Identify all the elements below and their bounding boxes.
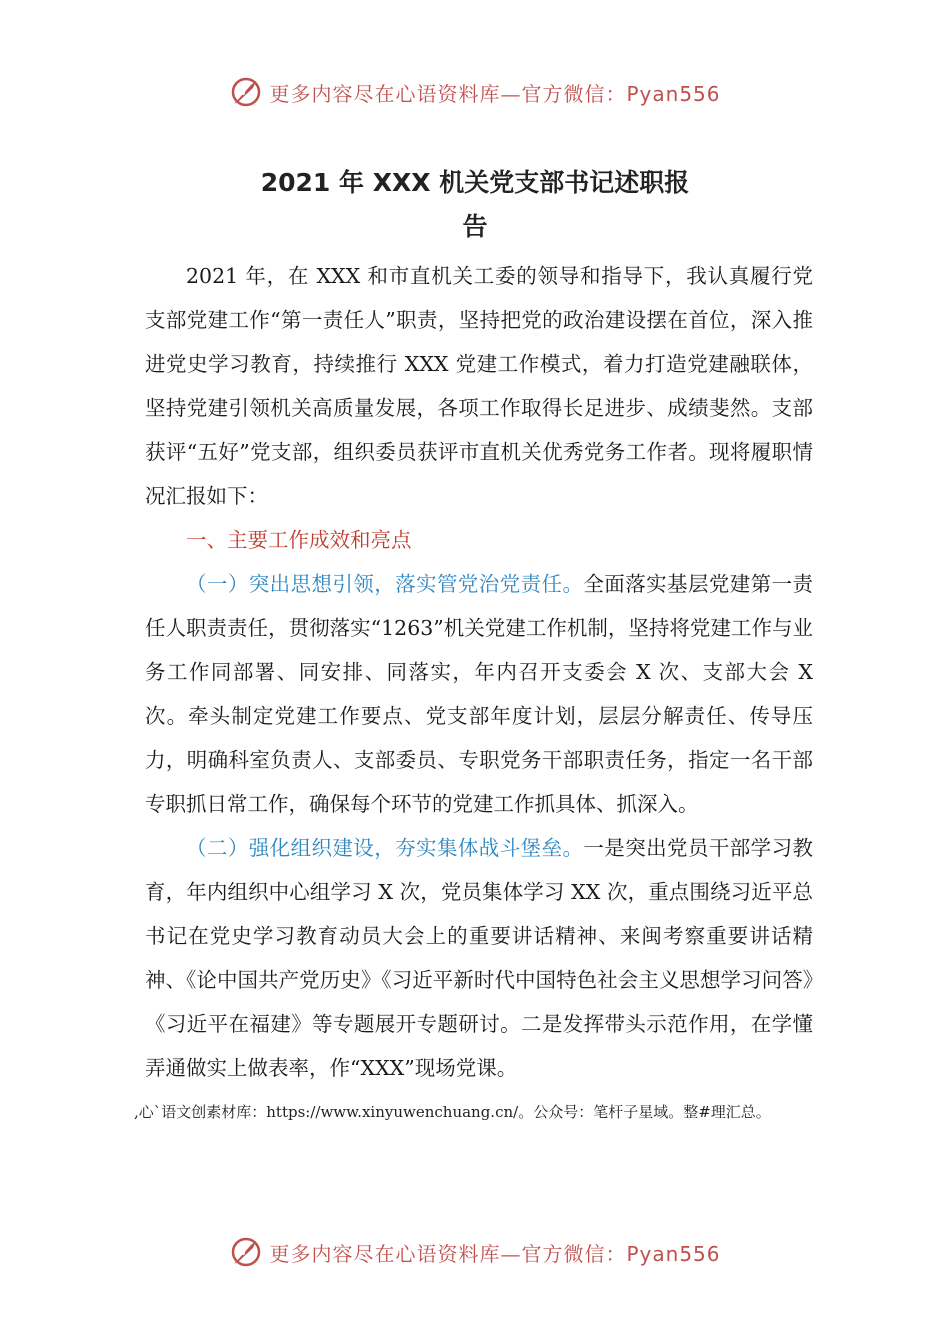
- banner-text: [269, 78, 720, 107]
- document-title-line-2: 告: [462, 212, 488, 241]
- banner-wechat-id: Pyan556: [626, 1241, 721, 1266]
- item-1-paragraph: [145, 562, 813, 826]
- footer-banner: [0, 1232, 950, 1272]
- banner-wechat-id: Pyan556: [626, 81, 721, 106]
- banner-label: 更多内容尽在心语资料库—官方微信：: [269, 1241, 627, 1266]
- intro-paragraph: 2021 年，在 XXX 和市直机关工委的领导和指导下，我认真履行党支部党建工作“第一责任人”职责，坚持把党的政治建设摆在首位，深入推进党史学习教育，持续推行 XXX 党建工作模式，着力打造党建融联体，坚持党建引领机关高质量发展，各项工作取得长足进步、成绩斐然。支部获评“五好”党支部，组织委员获评市直机关优秀党务工作者。现将履职情况汇报如下：: [145, 264, 813, 508]
- item-1-heading: （一）突出思想引领，落实管党治党责任。: [186, 572, 584, 596]
- document-body: [145, 254, 813, 1090]
- banner-text: [269, 1238, 720, 1267]
- item-2-paragraph: [145, 826, 813, 1090]
- item-2-heading: （二）强化组织建设，夯实集体战斗堡垒。: [186, 836, 584, 860]
- quill-pen-icon: [229, 1235, 263, 1269]
- source-note: ,心`语文创素材库：https://www.xinyuwenchuang.cn/。公众号：笔杆子星域。整#理汇总。: [134, 1103, 771, 1121]
- item-2-body: 一是突出党员干部学习教育，年内组织中心组学习 X 次，党员集体学习 XX 次，重点围绕习近平总书记在党史学习教育动员大会上的重要讲话精神、来闽考察重要讲话精神、《论中国共产党历史》《习近平新时代中国特色社会主义思想学习问答》《习近平在福建》等专题展开专题研讨。二是发挥带头示范作用，在学懂弄通做实上做表率，作“XXX”现场党课。: [145, 836, 814, 1080]
- item-1-body: 全面落实基层党建第一责任人职责责任，贯彻落实“1263”机关党建工作机制，坚持将党建工作与业务工作同部署、同安排、同落实，年内召开支委会 X 次、支部大会 X 次。牵头制定党建工作要点、党支部年度计划，层层分解责任、传导压力，明确科室负责人、支部委员、专职党务干部职责任务，指定一名干部专职抓日常工作，确保每个环节的党建工作抓具体、抓深入。: [145, 572, 814, 816]
- header-banner: [0, 72, 950, 112]
- section-heading: 一、主要工作成效和亮点: [186, 528, 412, 552]
- quill-pen-icon: [229, 75, 263, 109]
- banner-label: 更多内容尽在心语资料库—官方微信：: [269, 81, 627, 106]
- document-title-line-1: 2021 年 XXX 机关党支部书记述职报: [260, 168, 690, 197]
